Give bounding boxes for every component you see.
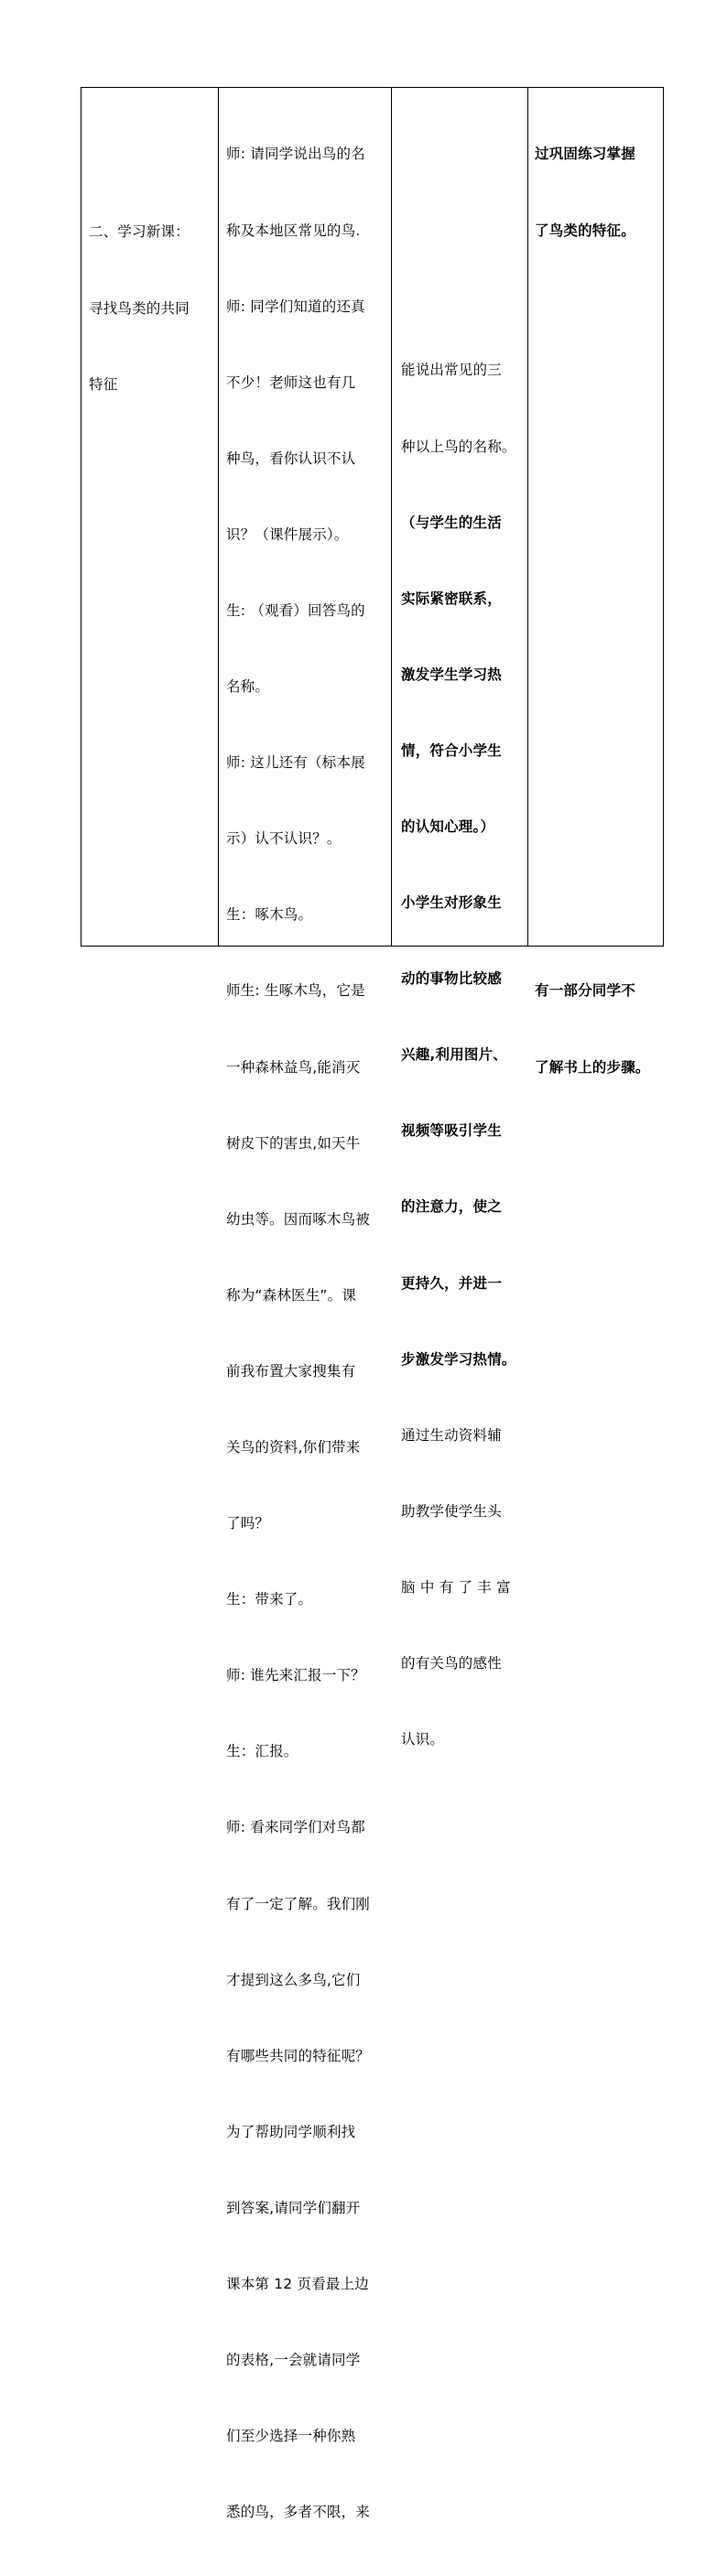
blank-line [535, 751, 650, 776]
activity-line: 一种森林益鸟,能消灭 [226, 1058, 361, 1076]
intent-line-bold: 视频等吸引学生 [401, 1122, 502, 1140]
stage-line: 特征 [89, 375, 118, 393]
activity-line: 悉的鸟，多者不限，来 [226, 2504, 371, 2521]
blank-line [535, 523, 650, 548]
stage-line: 寻找鸟类的共同 [89, 299, 190, 317]
stage-cell [89, 169, 190, 449]
intent-line-bold: 的认知心理。） [401, 817, 495, 835]
intent-line-bold: 激发学生学习热 [401, 666, 502, 683]
reflection-line-bold: 过巩固练习掌握 [535, 146, 635, 163]
intent-line: 种以上鸟的名称。 [401, 438, 516, 455]
activity-line: 了吗？ [226, 1515, 270, 1532]
activity-line: 师生: 生啄木鸟，它是 [226, 982, 365, 1000]
activity-line: 称及本地区常见的鸟. [226, 222, 361, 239]
activity-line: 生：啄木鸟。 [226, 906, 313, 924]
design-intent-cell [401, 308, 516, 1803]
intent-line-bold: 情，符合小学生 [401, 741, 502, 759]
intent-line: 通过生动资料辅 [401, 1426, 502, 1444]
activity-line: 才提到这么多鸟,它们 [226, 1971, 361, 1988]
activity-line: 课本第 12 页看最上边 [226, 2276, 369, 2293]
reflection-line-bold: 有一部分同学不 [535, 982, 635, 1000]
design-intent-column [392, 88, 528, 1748]
intent-line-bold: 实际紧密联系， [401, 590, 502, 607]
activity-line: 识？（课件展示）。 [226, 525, 349, 543]
activity-line: 种鸟，看你认识不认 [226, 449, 356, 467]
activity-line: 前我布置大家搜集有 [226, 1362, 356, 1380]
activity-line: 生：汇报。 [226, 1743, 298, 1760]
activity-line: 示）认不认识？。 [226, 830, 342, 848]
intent-line-bold: 步激发学习热情。 [401, 1350, 516, 1368]
stage-column [81, 88, 219, 946]
intent-line-bold: 的注意力，使之 [401, 1198, 502, 1216]
reflection-cell [535, 92, 650, 1131]
activity-line: 师: 请同学说出鸟的名 [226, 146, 365, 163]
intent-line: 认识。 [401, 1731, 445, 1748]
blank-line [535, 371, 650, 396]
activity-line: 不少！老师这也有几 [226, 373, 356, 391]
intent-line: 能说出常见的三 [401, 362, 502, 379]
blank-line [535, 295, 650, 320]
activity-line: 师: 谁先来汇报一下？ [226, 1667, 365, 1684]
activity-line: 到答案,请同学们翻开 [226, 2199, 361, 2216]
activity-line: 们至少选择一种你熟 [226, 2428, 356, 2445]
intent-line: 的有关鸟的感性 [401, 1655, 502, 1672]
blank-line [535, 675, 650, 700]
activity-line: 为了帮助同学顺利找 [226, 2123, 356, 2140]
activity-line: 有了一定了解。我们刚 [226, 1895, 371, 1912]
activity-line: 有哪些共同的特征呢？ [226, 2047, 371, 2064]
intent-line-bold: 兴趣,利用图片、 [401, 1046, 507, 1064]
stage-line: 二、学习新课： [89, 223, 190, 241]
activity-line: 生: （观看）回答鸟的 [226, 601, 365, 619]
blank-line [535, 903, 650, 928]
intent-line-bold: 更持久，并进一 [401, 1274, 502, 1292]
activity-line: 生：带来了。 [226, 1591, 313, 1608]
activity-line: 树皮下的害虫,如天牛 [226, 1134, 361, 1152]
blank-line [535, 827, 650, 852]
activities-cell [226, 92, 370, 2576]
activity-line: 幼虫等。因而啄木鸟被 [226, 1210, 371, 1228]
blank-line [535, 599, 650, 624]
reflection-line-bold: 了鸟类的特征。 [535, 222, 635, 239]
intent-line-bold: 小学生对形象生 [401, 894, 502, 912]
activity-line: 师: 看来同学们对鸟都 [226, 1819, 365, 1836]
reflection-column [528, 88, 665, 1076]
activity-line: 关鸟的资料,你们带来 [226, 1439, 361, 1456]
intent-line: 助教学使学生头 [401, 1502, 502, 1520]
reflection-line-bold: 了解书上的步骤。 [535, 1058, 650, 1076]
activity-line: 的表格,一会就请同学 [226, 2352, 361, 2369]
intent-line: 脑 中 有 了 丰 富 [401, 1578, 511, 1596]
lesson-plan-table [81, 87, 664, 2521]
intent-line-bold: 动的事物比较感 [401, 970, 502, 988]
activity-line: 师: 同学们知道的还真 [226, 298, 365, 315]
activity-line: 称为“森林医生”。课 [226, 1286, 357, 1304]
blank-line [535, 447, 650, 472]
activities-column [219, 88, 392, 2521]
activity-line: 师: 这儿还有（标本展 [226, 754, 365, 772]
activity-line: 名称。 [226, 678, 270, 696]
intent-line-bold: （与学生的生活 [401, 514, 502, 531]
